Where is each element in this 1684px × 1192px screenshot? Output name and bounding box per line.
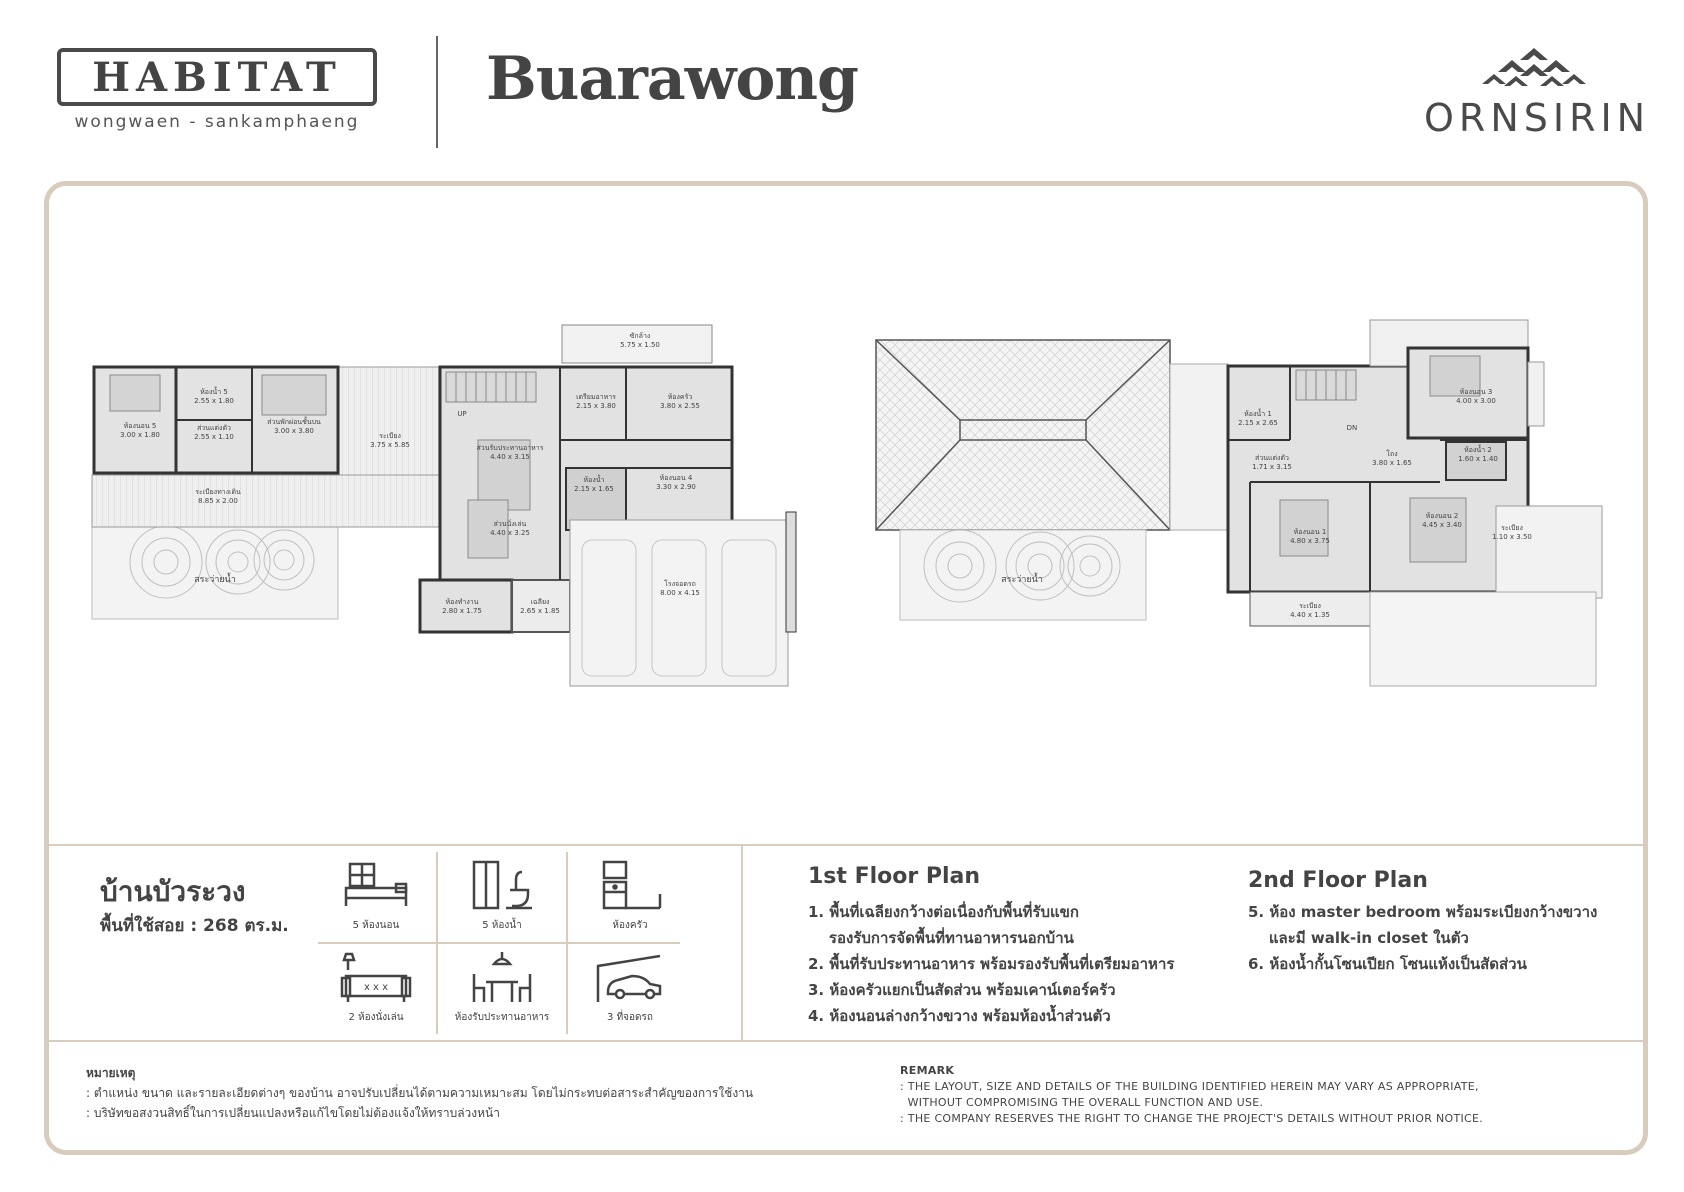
sofa-icon (340, 952, 412, 1004)
svg-text:ห้องน้ำ 1: ห้องน้ำ 1 (1244, 410, 1272, 418)
svg-text:ส่วนนั่งเล่น: ส่วนนั่งเล่น (493, 520, 527, 528)
svg-text:สระว่ายน้ำ: สระว่ายน้ำ (194, 575, 236, 585)
bedroom-label: 5 ห้องนอน (352, 920, 400, 931)
svg-text:ส่วนพักผ่อนชั้นบน: ส่วนพักผ่อนชั้นบน (267, 418, 321, 426)
svg-text:UP: UP (457, 410, 467, 418)
svg-text:2.55 x 1.80: 2.55 x 1.80 (194, 397, 234, 405)
svg-text:3.30 x 2.90: 3.30 x 2.90 (656, 483, 696, 491)
svg-text:2.15 x 2.65: 2.15 x 2.65 (1238, 419, 1278, 427)
svg-text:สระว่ายน้ำ: สระว่ายน้ำ (1001, 575, 1043, 585)
study (420, 580, 512, 632)
svg-text:2.65 x 1.85: 2.65 x 1.85 (520, 607, 560, 615)
svg-text:โถง: โถง (1386, 450, 1398, 458)
remarks-english-line: : THE LAYOUT, SIZE AND DETAILS OF THE BUILDING IDENTIFIED HEREIN MAY VARY AS APPROPRIATE, (900, 1080, 1479, 1093)
remarks-english-line: : THE COMPANY RESERVES THE RIGHT TO CHANGE THE PROJECT'S DETAILS WITHOUT PRIOR NOTICE. (900, 1112, 1484, 1125)
svg-text:3.00 x 3.80: 3.00 x 3.80 (274, 427, 314, 435)
floor1-description (808, 864, 1174, 1029)
house-name: บ้านบัวระวง (100, 875, 246, 908)
svg-text:4.45 x 3.40: 4.45 x 3.40 (1422, 521, 1462, 529)
remarks-english-title: REMARK (900, 1064, 955, 1077)
label-f1-0: ห้องนอน 5 (123, 422, 157, 430)
garage (570, 520, 788, 686)
car-garage-icon (594, 952, 666, 1004)
svg-text:4.80 x 3.75: 4.80 x 3.75 (1290, 537, 1330, 545)
floor1-item: 3. ห้องครัวแยกเป็นสัดส่วน พร้อมเคาน์เตอร์ครัว (808, 981, 1116, 999)
svg-text:4.40 x 1.35: 4.40 x 1.35 (1290, 611, 1330, 619)
svg-text:2.15 x 1.65: 2.15 x 1.65 (574, 485, 614, 493)
svg-text:1.10 x 3.50: 1.10 x 3.50 (1492, 533, 1532, 541)
floor2-description (1248, 868, 1597, 977)
floor1-title: 1st Floor Plan (808, 864, 981, 889)
svg-text:4.40 x 3.15: 4.40 x 3.15 (490, 453, 530, 461)
kitchen-icon (594, 860, 666, 912)
bathroom-label: 5 ห้องน้ำ (482, 920, 522, 931)
svg-text:ห้องนอน 2: ห้องนอน 2 (1425, 512, 1459, 520)
terrace-deck (338, 367, 440, 475)
svg-text:ระเบียง: ระเบียง (1299, 602, 1321, 610)
svg-text:3.80 x 2.55: 3.80 x 2.55 (660, 402, 700, 410)
floor2-item: 5. ห้อง master bedroom พร้อมระเบียงกว้างขวาง (1248, 903, 1598, 921)
svg-text:ส่วนแต่งตัว: ส่วนแต่งตัว (197, 424, 231, 432)
svg-text:ระเบียง: ระเบียง (379, 432, 401, 440)
floor1-item: 4. ห้องนอนล่างกว้างขวาง พร้อมห้องน้ำส่วนตัว (808, 1007, 1111, 1025)
svg-text:ห้องน้ำ 2: ห้องน้ำ 2 (1464, 446, 1492, 454)
living-label: 2 ห้องนั่งเล่น (348, 1012, 404, 1023)
kitchen-feature (566, 860, 694, 933)
svg-text:x x x: x x x (363, 982, 389, 993)
svg-text:ห้องน้ำ 5: ห้องน้ำ 5 (200, 388, 228, 396)
floor2-title: 2nd Floor Plan (1248, 868, 1428, 893)
svg-text:ห้องนอน 3: ห้องนอน 3 (1459, 388, 1493, 396)
logo-subtitle: wongwaen - sankamphaeng (74, 112, 360, 132)
svg-text:4.40 x 3.25: 4.40 x 3.25 (490, 529, 530, 537)
svg-text:8.85 x 2.00: 8.85 x 2.00 (198, 497, 238, 505)
usable-area: พื้นที่ใช้สอย : 268 ตร.ม. (100, 916, 289, 936)
svg-text:ส่วนรับประทานอาหาร: ส่วนรับประทานอาหาร (476, 444, 544, 452)
remarks-thai (86, 1063, 753, 1123)
svg-text:2.55 x 1.10: 2.55 x 1.10 (194, 433, 234, 441)
floor1-item: 1. พื้นที่เฉลียงกว้างต่อเนื่องกับพื้นที่รับแขก (808, 903, 1079, 921)
svg-text:ห้องน้ำ: ห้องน้ำ (583, 476, 605, 484)
svg-text:1.60 x 1.40: 1.60 x 1.40 (1458, 455, 1498, 463)
floor2-item: 6. ห้องน้ำกั้นโซนเปียก โซนแห้งเป็นสัดส่วน (1248, 955, 1527, 973)
svg-text:8.00 x 4.15: 8.00 x 4.15 (660, 589, 700, 597)
svg-text:1.71 x 3.15: 1.71 x 3.15 (1252, 463, 1292, 471)
svg-text:ห้องนอน 1: ห้องนอน 1 (1293, 528, 1327, 536)
svg-text:5.75 x 1.50: 5.75 x 1.50 (620, 341, 660, 349)
floor2-item: และมี walk-in closet ในตัว (1248, 929, 1469, 947)
svg-text:ส่วนแต่งตัว: ส่วนแต่งตัว (1255, 454, 1289, 462)
remarks-thai-line: : ตำแหน่ง ขนาด และรายละเอียดต่างๆ ของบ้าน อาจปรับเปลี่ยนได้ตามความเหมาะสม โดยไม่กระทบต่อสาระสำคัญของการใช้งาน (86, 1086, 754, 1100)
roof (876, 340, 1170, 530)
svg-text:3.75 x 5.85: 3.75 x 5.85 (370, 441, 410, 449)
svg-text:ห้องนอน 4: ห้องนอน 4 (659, 474, 693, 482)
dining-feature (438, 952, 566, 1025)
bedroom-feature (312, 860, 440, 933)
kitchen-label: ห้องครัว (612, 920, 648, 931)
svg-text:3.00 x 1.80: 3.00 x 1.80 (120, 431, 160, 439)
svg-text:โรงจอดรถ: โรงจอดรถ (664, 580, 696, 588)
floor1-item: รองรับการจัดพื้นที่ทานอาหารนอกบ้าน (808, 929, 1074, 947)
svg-text:ห้องครัว: ห้องครัว (667, 393, 693, 401)
pool-area (92, 527, 338, 619)
svg-text:3.80 x 1.65: 3.80 x 1.65 (1372, 459, 1412, 467)
svg-text:2.80 x 1.75: 2.80 x 1.75 (442, 607, 482, 615)
parking-label: 3 ที่จอดรถ (607, 1012, 653, 1023)
dining-label: ห้องรับประทานอาหาร (454, 1012, 550, 1023)
living-feature (312, 952, 440, 1025)
svg-text:ซักล้าง: ซักล้าง (629, 332, 651, 340)
svg-text:DN: DN (1346, 424, 1358, 432)
bathroom-icon (466, 860, 538, 912)
svg-text:4.00 x 3.00: 4.00 x 3.00 (1456, 397, 1496, 405)
svg-text:2.15 x 3.80: 2.15 x 3.80 (576, 402, 616, 410)
remarks-english-line: WITHOUT COMPROMISING THE OVERALL FUNCTION AND USE. (900, 1096, 1264, 1109)
brand-name: ORNSIRIN (1424, 96, 1651, 140)
remarks-thai-line: : บริษัทขอสงวนสิทธิ์ในการเปลี่ยนแปลงหรือแก้ไขโดยไม่ต้องแจ้งให้ทราบล่วงหน้า (86, 1106, 500, 1120)
svg-text:ระเบียง: ระเบียง (1501, 524, 1523, 532)
svg-text:เตรียมอาหาร: เตรียมอาหาร (576, 393, 616, 401)
parking-feature (566, 952, 694, 1025)
logo-text: HABITAT (92, 53, 342, 101)
icon-grid-divider (318, 942, 680, 944)
svg-text:เฉลียง: เฉลียง (530, 598, 550, 606)
floor1-item: 2. พื้นที่รับประทานอาหาร พร้อมรองรับพื้นที่เตรียมอาหาร (808, 955, 1175, 973)
first-floor-plan (92, 325, 796, 686)
bed-icon (340, 860, 412, 912)
bathroom-feature (438, 860, 566, 933)
dining-table-icon (466, 952, 538, 1004)
second-floor-plan (876, 320, 1602, 686)
walkway-deck (92, 475, 442, 527)
remarks-thai-title: หมายเหตุ (86, 1066, 136, 1080)
porch (512, 580, 570, 632)
remarks-english (900, 1063, 1483, 1127)
svg-text:ห้องทำงาน: ห้องทำงาน (445, 598, 479, 606)
svg-text:ระเบียงทางเดิน: ระเบียงทางเดิน (195, 488, 241, 496)
project-title: Buarawong (486, 44, 858, 114)
